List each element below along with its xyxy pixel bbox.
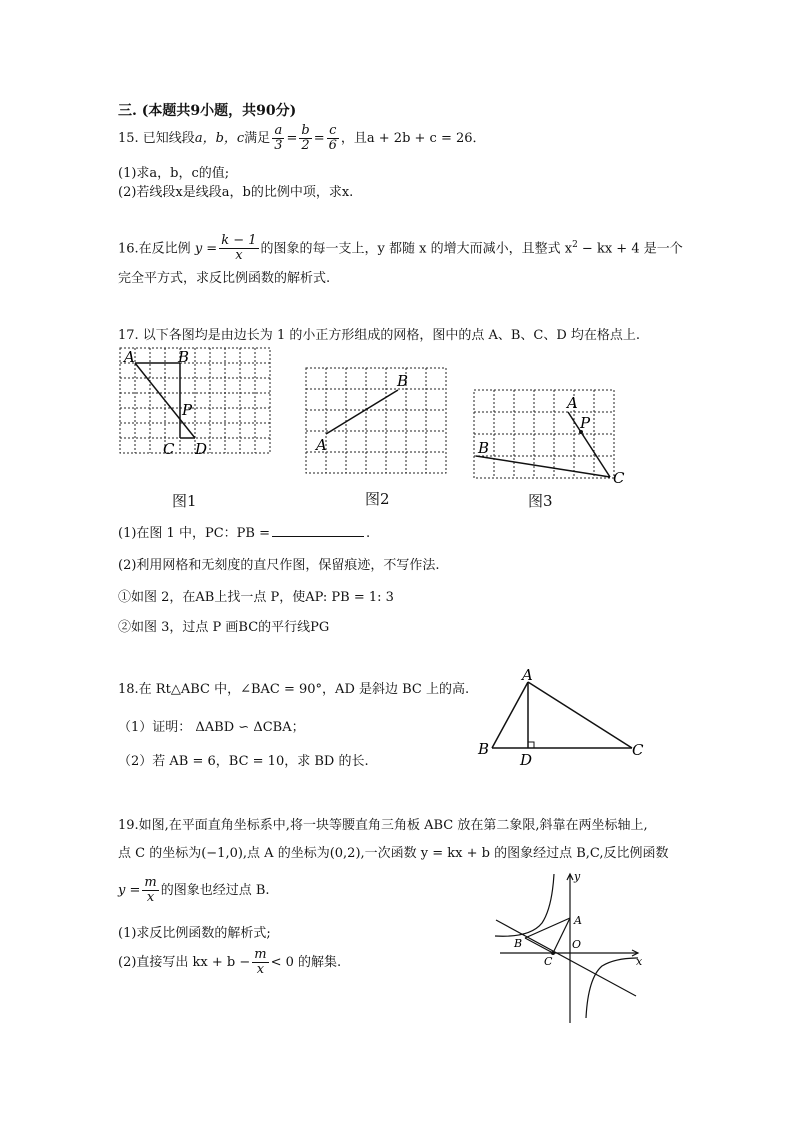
q15-eq1: = [286,131,298,146]
q19-part2-b: < 0 的解集. [270,955,342,970]
label-A: A [567,394,578,412]
label-B: B [478,439,490,457]
fig1-caption: 图1 [172,492,197,510]
label-A: A [522,668,533,684]
label-B: B [514,937,523,950]
label-A: A [574,914,582,927]
q17-part2: (2)利用网格和无刻度的直尺作图，保留痕迹，不写作法. [118,558,440,573]
q16-frac: $\frac{k - 1}{x}$ [221,233,257,264]
q16-sup: 2 [572,240,578,250]
q15-frac-c: $\frac{c}{6}$ [328,123,337,153]
q15-lead: 15. 已知线段 [118,131,195,146]
q17-part4: ②如图 3，过点 P 画BC的平行线PG [118,620,330,635]
label-D: D [520,751,533,768]
q19-line3-tail: 的图象也经过点 B. [160,883,270,898]
q15-vars: a，b，c [194,131,245,146]
grid-2 [306,368,446,473]
q16-line1 [118,228,683,262]
q15-frac-a: $\frac{a}{3}$ [274,123,283,153]
label-B: B [397,372,409,390]
q16-tail-b: − kx + 4 是一个 [577,241,683,257]
label-P: P [182,401,193,419]
q17-part3: ①如图 2，在AB上找一点 P，使AP: PB = 1: 3 [118,590,394,605]
fig3-caption: 图3 [528,492,553,510]
q17-part1-text: (1)在图 1 中，PC：PB = [118,526,270,541]
q15-cond: ，且a + 2b + c = 26． [340,131,486,146]
q19-frac-2: $\frac{m}{x}$ [254,947,267,977]
label-C: C [632,741,644,759]
q17-part1-end: . [365,526,371,541]
label-C: C [163,440,175,458]
q18-part1: （1）证明： ΔABD ∽ ΔCBA； [118,720,305,735]
q16-line2: 完全平方式，求反比例函数的解析式. [118,271,331,286]
label-B: B [478,740,490,758]
q15-eq2: = [313,131,325,146]
q18-part2: （2）若 AB = 6，BC = 10，求 BD 的长. [118,754,369,769]
label-P: P [580,414,591,432]
section-title: 三. (本题共9小题，共90分) [118,103,297,119]
q17-part1 [118,522,370,541]
q17-title: 17. 以下各图均是由边长为 1 的小正方形组成的网格，图中的点 A、B、C、D 均在格点上. [118,328,641,343]
q19-frac: $\frac{m}{x}$ [144,875,157,905]
label-A: A [124,348,135,366]
q15-mid: 满足 [244,131,271,146]
label-D: D [195,440,208,458]
q19-part1: (1)求反比例函数的解析式; [118,926,271,941]
label-C: C [613,469,625,487]
fig2-caption: 图2 [365,490,390,508]
q19-figure [490,868,650,1028]
q15-part1: (1)求a，b，c的值; [118,166,230,181]
q18-figure [470,668,660,768]
q15-line1 [118,122,486,156]
grid-3 [474,390,614,478]
label-C: C [544,955,553,968]
q17-figure-1 [110,340,280,465]
right-angle-mark [528,742,534,748]
q17-figure-2 [300,362,455,482]
label-O: O [572,938,582,951]
label-B: B [178,348,190,366]
q19-line2: 点 C 的坐标为(−1,0),点 A 的坐标为(0,2),一次函数 y = kx + b 的图象经过点 B,C,反比例函数 [118,846,669,861]
q15-frac-b: $\frac{b}{2}$ [301,123,310,153]
label-x: x [636,955,643,968]
answer-blank[interactable] [272,524,364,537]
segment-AB [326,390,398,434]
q19-part2-a: (2)直接写出 kx + b − [118,955,251,970]
q19-line1: 19.如图,在平面直角坐标系中,将一块等腰直角三角板 ABC 放在第二象限,斜靠在两坐标轴上, [118,818,648,833]
triangle-ABC [492,682,632,748]
q16-lead: 16.在反比例 [118,241,191,257]
q15-part2: (2)若线段x是线段a，b的比例中项，求x. [118,185,354,200]
q16-tail-a: 的图象的每一支上，y 都随 x 的增大而减小，且整式 x [260,241,573,257]
q19-part2 [118,946,341,980]
q18-line1: 18.在 Rt△ABC 中，∠BAC = 90°，AD 是斜边 BC 上的高. [118,682,470,697]
q19-yeq: y = [118,883,141,898]
label-A: A [316,436,327,454]
label-y: y [574,870,581,883]
q16-yeq: y = [194,241,218,257]
q19-line3 [118,874,270,908]
q17-figure-3 [468,385,633,487]
